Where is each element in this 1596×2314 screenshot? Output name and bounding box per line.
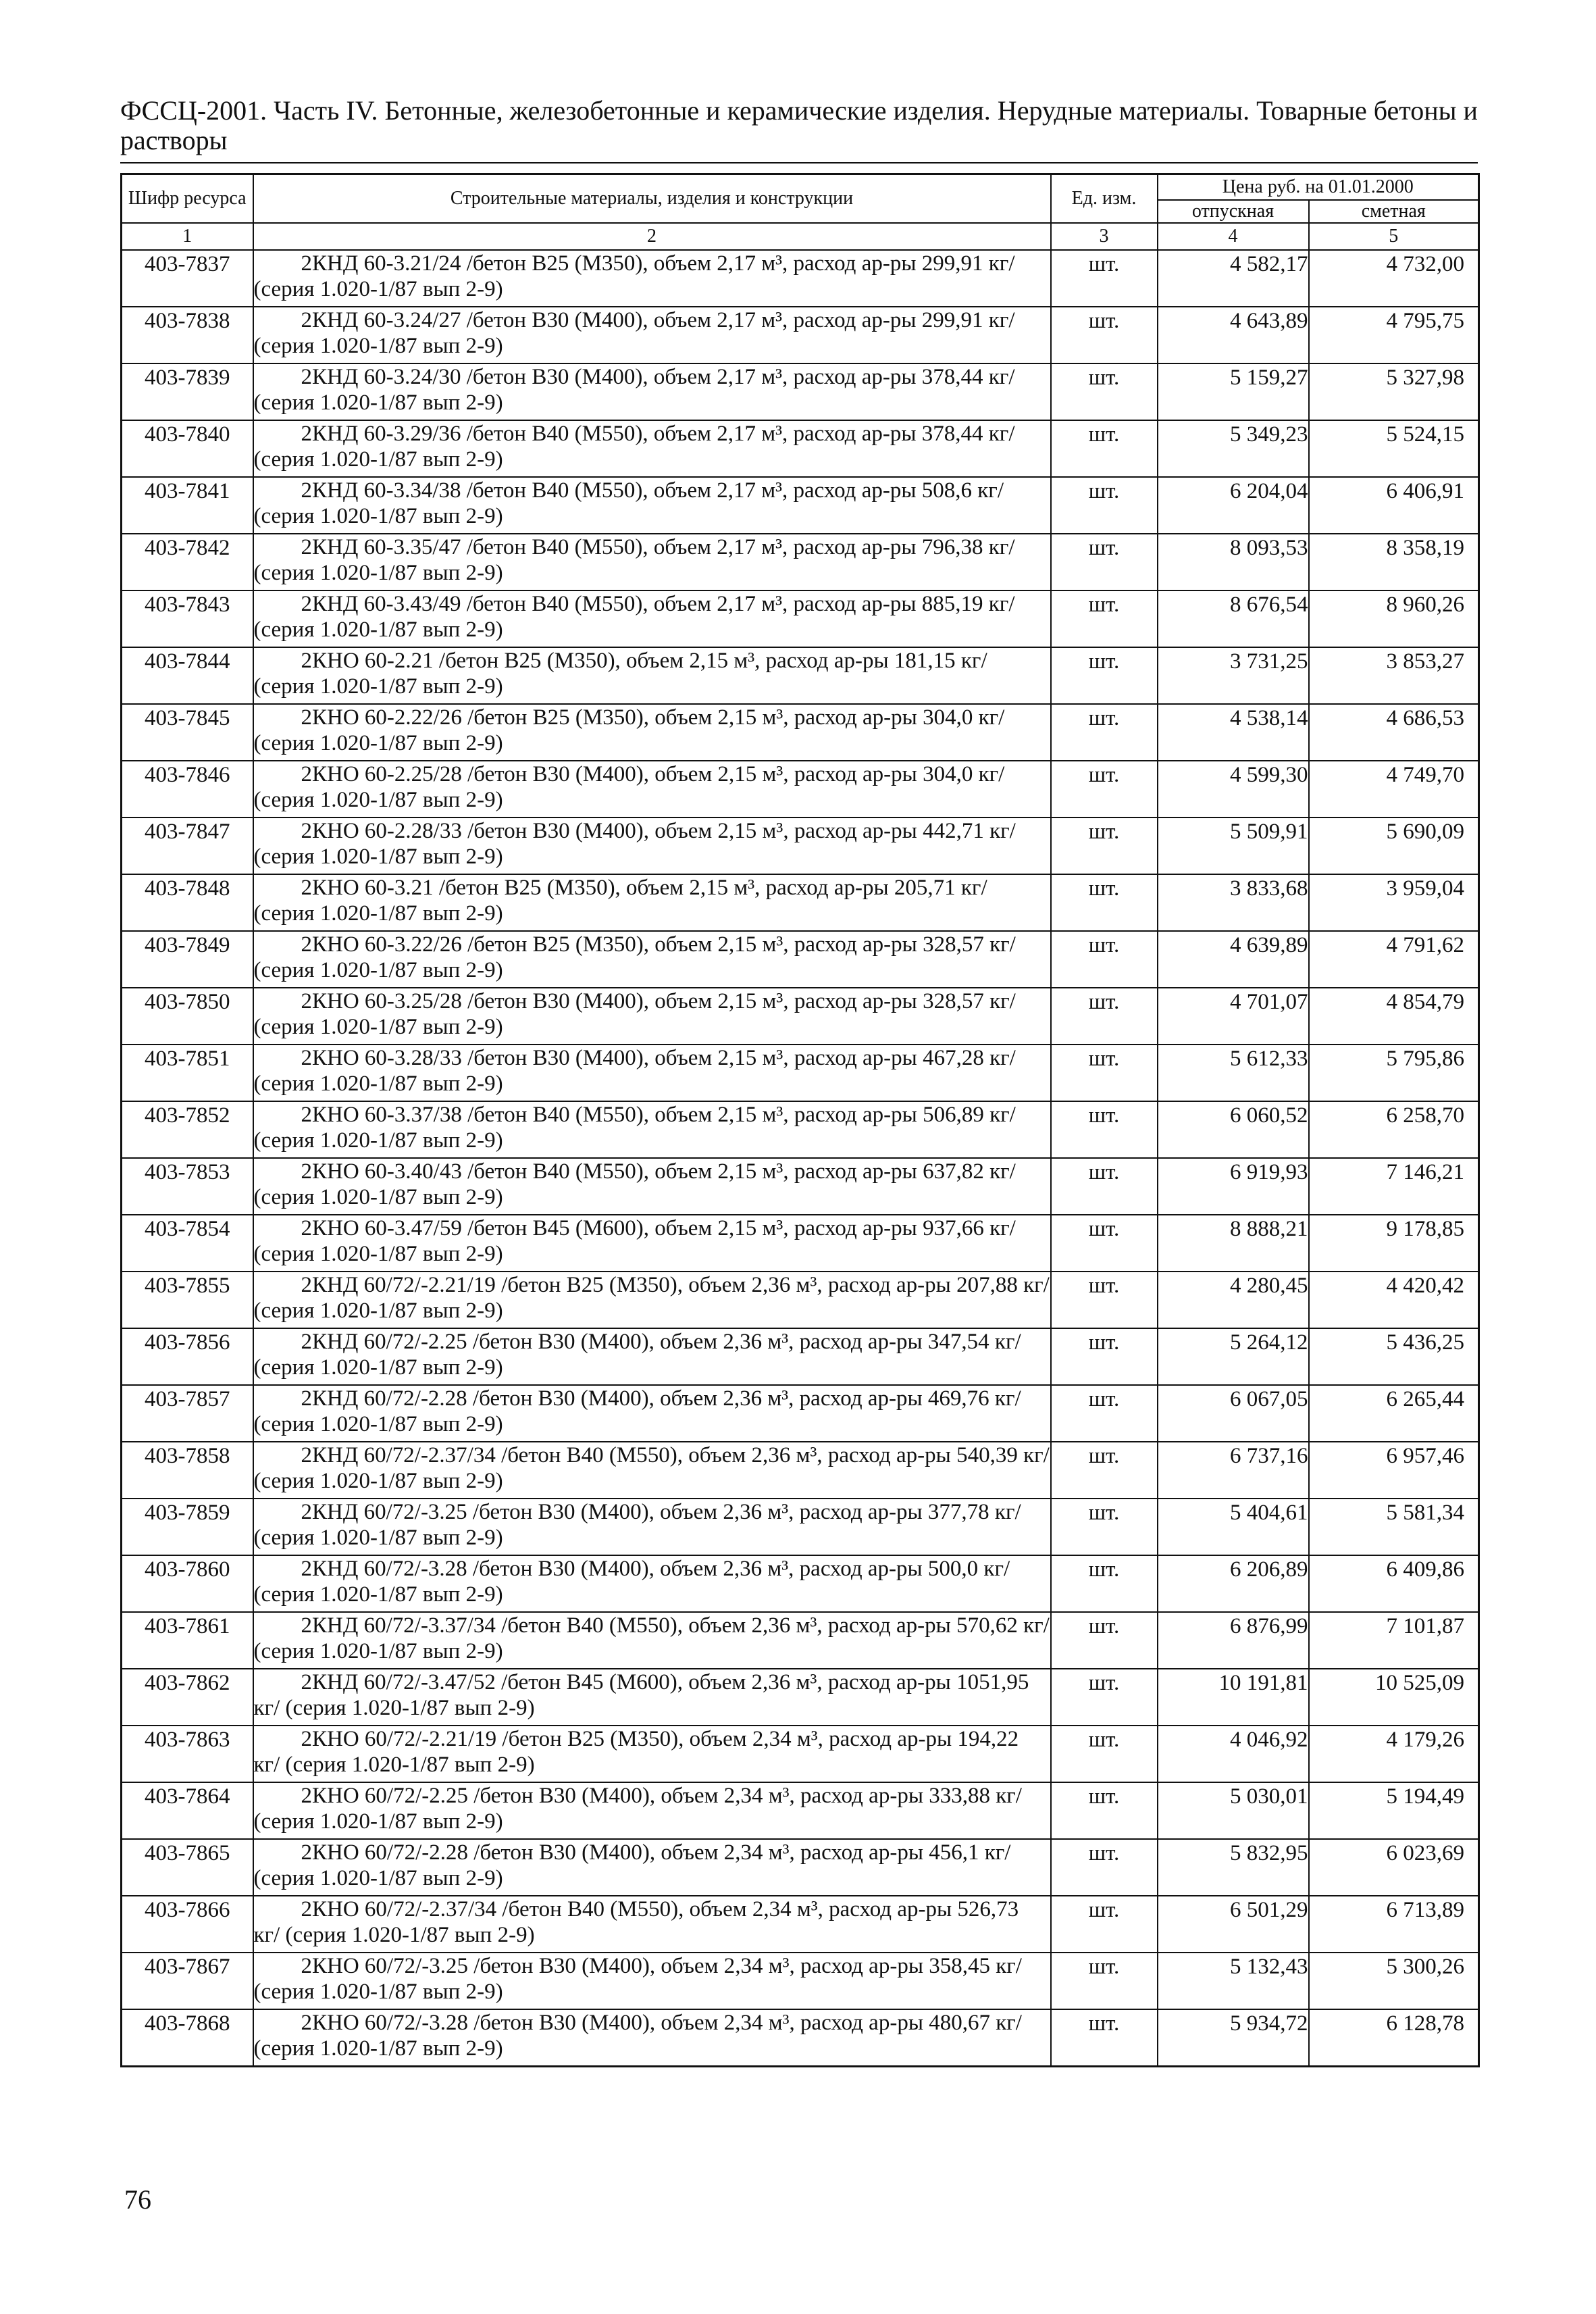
resource-name-cell: 2КНО 60-3.37/38 /бетон В40 (М550), объем 2,15 м³, расход ар-ры 506,89 кг/ (серия 1.020-1/87 вып 2-9) bbox=[253, 1101, 1051, 1158]
estimate-price-cell: 5 795,86 bbox=[1309, 1045, 1479, 1101]
resource-name-cell: 2КНД 60/72/-3.28 /бетон В30 (М400), объем 2,36 м³, расход ар-ры 500,0 кг/ (серия 1.020-1/87 вып 2-9) bbox=[253, 1555, 1051, 1612]
resource-code-cell: 403-7851 bbox=[122, 1045, 253, 1101]
release-price-cell: 4 280,45 bbox=[1158, 1272, 1309, 1328]
estimate-price-cell: 6 713,89 bbox=[1309, 1896, 1479, 1953]
page-header: ФССЦ-2001. Часть IV. Бетонные, железобетонные и керамические изделия. Нерудные материалы. Товарные бетоны и растворы bbox=[120, 95, 1478, 155]
unit-cell: шт. bbox=[1051, 1328, 1158, 1385]
table-row bbox=[122, 1612, 1479, 1669]
table-row bbox=[122, 1215, 1479, 1272]
resource-name-cell: 2КНО 60-2.21 /бетон В25 (М350), объем 2,15 м³, расход ар-ры 181,15 кг/ (серия 1.020-1/87 вып 2-9) bbox=[253, 647, 1051, 704]
resource-name-cell: 2КНО 60/72/-2.28 /бетон В30 (М400), объем 2,34 м³, расход ар-ры 456,1 кг/ (серия 1.020-1/87 вып 2-9) bbox=[253, 1839, 1051, 1896]
release-price-cell: 6 060,52 bbox=[1158, 1101, 1309, 1158]
resource-code-cell: 403-7847 bbox=[122, 818, 253, 874]
table-row bbox=[122, 363, 1479, 420]
table-row bbox=[122, 1839, 1479, 1896]
estimate-price-cell: 7 101,87 bbox=[1309, 1612, 1479, 1669]
resource-name-cell: 2КНД 60-3.34/38 /бетон В40 (М550), объем 2,17 м³, расход ар-ры 508,6 кг/ (серия 1.020-1/87 вып 2-9) bbox=[253, 477, 1051, 534]
col-header-release: отпускная bbox=[1158, 200, 1309, 223]
release-price-cell: 6 067,05 bbox=[1158, 1385, 1309, 1442]
estimate-price-cell: 4 686,53 bbox=[1309, 704, 1479, 761]
release-price-cell: 5 509,91 bbox=[1158, 818, 1309, 874]
unit-cell: шт. bbox=[1051, 931, 1158, 988]
unit-cell: шт. bbox=[1051, 1442, 1158, 1499]
table-row bbox=[122, 1442, 1479, 1499]
unit-cell: шт. bbox=[1051, 477, 1158, 534]
unit-cell: шт. bbox=[1051, 1726, 1158, 1782]
estimate-price-cell: 5 690,09 bbox=[1309, 818, 1479, 874]
table-row bbox=[122, 1158, 1479, 1215]
table-row bbox=[122, 1555, 1479, 1612]
estimate-price-cell: 6 406,91 bbox=[1309, 477, 1479, 534]
col-number-5: 5 bbox=[1309, 223, 1479, 250]
estimate-price-cell: 4 795,75 bbox=[1309, 307, 1479, 363]
resource-code-cell: 403-7845 bbox=[122, 704, 253, 761]
table-row bbox=[122, 761, 1479, 818]
unit-cell: шт. bbox=[1051, 250, 1158, 307]
resource-code-cell: 403-7842 bbox=[122, 534, 253, 590]
resource-name-cell: 2КНО 60-2.25/28 /бетон В30 (М400), объем 2,15 м³, расход ар-ры 304,0 кг/ (серия 1.020-1/87 вып 2-9) bbox=[253, 761, 1051, 818]
resource-name-cell: 2КНО 60-2.22/26 /бетон В25 (М350), объем 2,15 м³, расход ар-ры 304,0 кг/ (серия 1.020-1/87 вып 2-9) bbox=[253, 704, 1051, 761]
unit-cell: шт. bbox=[1051, 988, 1158, 1045]
release-price-cell: 5 349,23 bbox=[1158, 420, 1309, 477]
unit-cell: шт. bbox=[1051, 1669, 1158, 1726]
col-number-2: 2 bbox=[253, 223, 1051, 250]
resource-code-cell: 403-7841 bbox=[122, 477, 253, 534]
resource-name-cell: 2КНД 60/72/-2.37/34 /бетон В40 (М550), объем 2,36 м³, расход ар-ры 540,39 кг/ (серия 1.020-1/87 вып 2-9) bbox=[253, 1442, 1051, 1499]
unit-cell: шт. bbox=[1051, 818, 1158, 874]
release-price-cell: 5 030,01 bbox=[1158, 1782, 1309, 1839]
resource-code-cell: 403-7860 bbox=[122, 1555, 253, 1612]
resource-code-cell: 403-7849 bbox=[122, 931, 253, 988]
unit-cell: шт. bbox=[1051, 1272, 1158, 1328]
table-row bbox=[122, 534, 1479, 590]
unit-cell: шт. bbox=[1051, 1612, 1158, 1669]
estimate-price-cell: 8 358,19 bbox=[1309, 534, 1479, 590]
unit-cell: шт. bbox=[1051, 2009, 1158, 2066]
resource-code-cell: 403-7846 bbox=[122, 761, 253, 818]
release-price-cell: 8 888,21 bbox=[1158, 1215, 1309, 1272]
resource-code-cell: 403-7866 bbox=[122, 1896, 253, 1953]
release-price-cell: 6 204,04 bbox=[1158, 477, 1309, 534]
estimate-price-cell: 6 128,78 bbox=[1309, 2009, 1479, 2066]
release-price-cell: 5 934,72 bbox=[1158, 2009, 1309, 2066]
resource-name-cell: 2КНО 60-2.28/33 /бетон В30 (М400), объем 2,15 м³, расход ар-ры 442,71 кг/ (серия 1.020-1/87 вып 2-9) bbox=[253, 818, 1051, 874]
resource-name-cell: 2КНО 60-3.22/26 /бетон В25 (М350), объем 2,15 м³, расход ар-ры 328,57 кг/ (серия 1.020-1/87 вып 2-9) bbox=[253, 931, 1051, 988]
table-row bbox=[122, 1101, 1479, 1158]
table-row bbox=[122, 250, 1479, 307]
estimate-price-cell: 4 179,26 bbox=[1309, 1726, 1479, 1782]
release-price-cell: 4 046,92 bbox=[1158, 1726, 1309, 1782]
col-header-code: Шифр ресурса bbox=[122, 174, 253, 224]
resource-name-cell: 2КНД 60/72/-2.25 /бетон В30 (М400), объем 2,36 м³, расход ар-ры 347,54 кг/ (серия 1.020-1/87 вып 2-9) bbox=[253, 1328, 1051, 1385]
resource-name-cell: 2КНД 60-3.35/47 /бетон В40 (М550), объем 2,17 м³, расход ар-ры 796,38 кг/ (серия 1.020-1/87 вып 2-9) bbox=[253, 534, 1051, 590]
resource-code-cell: 403-7840 bbox=[122, 420, 253, 477]
table-row bbox=[122, 818, 1479, 874]
unit-cell: шт. bbox=[1051, 1896, 1158, 1953]
table-row bbox=[122, 1896, 1479, 1953]
unit-cell: шт. bbox=[1051, 307, 1158, 363]
unit-cell: шт. bbox=[1051, 420, 1158, 477]
table-row bbox=[122, 307, 1479, 363]
unit-cell: шт. bbox=[1051, 761, 1158, 818]
estimate-price-cell: 4 749,70 bbox=[1309, 761, 1479, 818]
release-price-cell: 6 919,93 bbox=[1158, 1158, 1309, 1215]
estimate-price-cell: 8 960,26 bbox=[1309, 590, 1479, 647]
table-row bbox=[122, 1726, 1479, 1782]
estimate-price-cell: 6 023,69 bbox=[1309, 1839, 1479, 1896]
table-row bbox=[122, 1499, 1479, 1555]
table-row bbox=[122, 1669, 1479, 1726]
estimate-price-cell: 5 327,98 bbox=[1309, 363, 1479, 420]
resource-code-cell: 403-7858 bbox=[122, 1442, 253, 1499]
resource-name-cell: 2КНД 60/72/-2.21/19 /бетон В25 (М350), объем 2,36 м³, расход ар-ры 207,88 кг/ (серия 1.020-1/87 вып 2-9) bbox=[253, 1272, 1051, 1328]
page-number: 76 bbox=[124, 2184, 151, 2215]
release-price-cell: 3 731,25 bbox=[1158, 647, 1309, 704]
resource-code-cell: 403-7857 bbox=[122, 1385, 253, 1442]
resource-name-cell: 2КНО 60/72/-3.25 /бетон В30 (М400), объем 2,34 м³, расход ар-ры 358,45 кг/ (серия 1.020-1/87 вып 2-9) bbox=[253, 1953, 1051, 2009]
unit-cell: шт. bbox=[1051, 1953, 1158, 2009]
unit-cell: шт. bbox=[1051, 1045, 1158, 1101]
resource-name-cell: 2КНО 60-3.47/59 /бетон В45 (М600), объем 2,15 м³, расход ар-ры 937,66 кг/ (серия 1.020-1/87 вып 2-9) bbox=[253, 1215, 1051, 1272]
release-price-cell: 5 132,43 bbox=[1158, 1953, 1309, 2009]
release-price-cell: 4 538,14 bbox=[1158, 704, 1309, 761]
release-price-cell: 6 876,99 bbox=[1158, 1612, 1309, 1669]
table-row bbox=[122, 988, 1479, 1045]
estimate-price-cell: 4 791,62 bbox=[1309, 931, 1479, 988]
resource-code-cell: 403-7848 bbox=[122, 874, 253, 931]
resource-code-cell: 403-7865 bbox=[122, 1839, 253, 1896]
resource-code-cell: 403-7838 bbox=[122, 307, 253, 363]
unit-cell: шт. bbox=[1051, 1215, 1158, 1272]
col-header-unit: Ед. изм. bbox=[1051, 174, 1158, 224]
release-price-cell: 4 701,07 bbox=[1158, 988, 1309, 1045]
estimate-price-cell: 4 732,00 bbox=[1309, 250, 1479, 307]
resource-code-cell: 403-7837 bbox=[122, 250, 253, 307]
resource-code-cell: 403-7856 bbox=[122, 1328, 253, 1385]
unit-cell: шт. bbox=[1051, 874, 1158, 931]
table-row bbox=[122, 1045, 1479, 1101]
release-price-cell: 5 832,95 bbox=[1158, 1839, 1309, 1896]
unit-cell: шт. bbox=[1051, 1385, 1158, 1442]
resource-code-cell: 403-7854 bbox=[122, 1215, 253, 1272]
release-price-cell: 6 206,89 bbox=[1158, 1555, 1309, 1612]
estimate-price-cell: 3 853,27 bbox=[1309, 647, 1479, 704]
resource-name-cell: 2КНО 60-3.21 /бетон В25 (М350), объем 2,15 м³, расход ар-ры 205,71 кг/ (серия 1.020-1/87 вып 2-9) bbox=[253, 874, 1051, 931]
resource-name-cell: 2КНО 60/72/-2.21/19 /бетон В25 (М350), объем 2,34 м³, расход ар-ры 194,22 кг/ (серия 1.020-1/87 вып 2-9) bbox=[253, 1726, 1051, 1782]
release-price-cell: 4 582,17 bbox=[1158, 250, 1309, 307]
release-price-cell: 8 093,53 bbox=[1158, 534, 1309, 590]
table-row bbox=[122, 2009, 1479, 2066]
resource-code-cell: 403-7855 bbox=[122, 1272, 253, 1328]
resource-code-cell: 403-7843 bbox=[122, 590, 253, 647]
col-header-estimate: сметная bbox=[1309, 200, 1479, 223]
col-number-3: 3 bbox=[1051, 223, 1158, 250]
estimate-price-cell: 5 300,26 bbox=[1309, 1953, 1479, 2009]
release-price-cell: 3 833,68 bbox=[1158, 874, 1309, 931]
release-price-cell: 6 737,16 bbox=[1158, 1442, 1309, 1499]
table-row bbox=[122, 1782, 1479, 1839]
resource-name-cell: 2КНД 60-3.24/27 /бетон В30 (М400), объем 2,17 м³, расход ар-ры 299,91 кг/ (серия 1.020-1/87 вып 2-9) bbox=[253, 307, 1051, 363]
resource-name-cell: 2КНО 60-3.28/33 /бетон В30 (М400), объем 2,15 м³, расход ар-ры 467,28 кг/ (серия 1.020-1/87 вып 2-9) bbox=[253, 1045, 1051, 1101]
resource-code-cell: 403-7868 bbox=[122, 2009, 253, 2066]
estimate-price-cell: 5 194,49 bbox=[1309, 1782, 1479, 1839]
resource-code-cell: 403-7852 bbox=[122, 1101, 253, 1158]
table-row bbox=[122, 874, 1479, 931]
unit-cell: шт. bbox=[1051, 1101, 1158, 1158]
resource-code-cell: 403-7839 bbox=[122, 363, 253, 420]
estimate-price-cell: 5 581,34 bbox=[1309, 1499, 1479, 1555]
table-row bbox=[122, 647, 1479, 704]
resource-name-cell: 2КНД 60/72/-2.28 /бетон В30 (М400), объем 2,36 м³, расход ар-ры 469,76 кг/ (серия 1.020-1/87 вып 2-9) bbox=[253, 1385, 1051, 1442]
estimate-price-cell: 3 959,04 bbox=[1309, 874, 1479, 931]
unit-cell: шт. bbox=[1051, 1839, 1158, 1896]
release-price-cell: 5 159,27 bbox=[1158, 363, 1309, 420]
resource-code-cell: 403-7853 bbox=[122, 1158, 253, 1215]
table-row bbox=[122, 1385, 1479, 1442]
release-price-cell: 8 676,54 bbox=[1158, 590, 1309, 647]
resource-name-cell: 2КНД 60/72/-3.25 /бетон В30 (М400), объем 2,36 м³, расход ар-ры 377,78 кг/ (серия 1.020-1/87 вып 2-9) bbox=[253, 1499, 1051, 1555]
resource-code-cell: 403-7863 bbox=[122, 1726, 253, 1782]
table-body bbox=[122, 250, 1479, 2066]
resource-code-cell: 403-7859 bbox=[122, 1499, 253, 1555]
resource-name-cell: 2КНД 60-3.43/49 /бетон В40 (М550), объем 2,17 м³, расход ар-ры 885,19 кг/ (серия 1.020-1/87 вып 2-9) bbox=[253, 590, 1051, 647]
resource-code-cell: 403-7867 bbox=[122, 1953, 253, 2009]
resource-name-cell: 2КНД 60/72/-3.47/52 /бетон В45 (М600), объем 2,36 м³, расход ар-ры 1051,95 кг/ (серия 1.020-1/87 вып 2-9) bbox=[253, 1669, 1051, 1726]
table-row bbox=[122, 1328, 1479, 1385]
release-price-cell: 10 191,81 bbox=[1158, 1669, 1309, 1726]
resource-name-cell: 2КНО 60/72/-2.25 /бетон В30 (М400), объем 2,34 м³, расход ар-ры 333,88 кг/ (серия 1.020-1/87 вып 2-9) bbox=[253, 1782, 1051, 1839]
unit-cell: шт. bbox=[1051, 647, 1158, 704]
release-price-cell: 6 501,29 bbox=[1158, 1896, 1309, 1953]
table-row bbox=[122, 704, 1479, 761]
resource-price-table bbox=[120, 173, 1480, 2067]
resource-name-cell: 2КНД 60-3.24/30 /бетон В30 (М400), объем 2,17 м³, расход ар-ры 378,44 кг/ (серия 1.020-1/87 вып 2-9) bbox=[253, 363, 1051, 420]
estimate-price-cell: 5 524,15 bbox=[1309, 420, 1479, 477]
resource-code-cell: 403-7862 bbox=[122, 1669, 253, 1726]
estimate-price-cell: 6 265,44 bbox=[1309, 1385, 1479, 1442]
estimate-price-cell: 4 420,42 bbox=[1309, 1272, 1479, 1328]
unit-cell: шт. bbox=[1051, 1499, 1158, 1555]
estimate-price-cell: 6 957,46 bbox=[1309, 1442, 1479, 1499]
table-row bbox=[122, 420, 1479, 477]
resource-name-cell: 2КНО 60-3.40/43 /бетон В40 (М550), объем 2,15 м³, расход ар-ры 637,82 кг/ (серия 1.020-1/87 вып 2-9) bbox=[253, 1158, 1051, 1215]
estimate-price-cell: 6 258,70 bbox=[1309, 1101, 1479, 1158]
table-row bbox=[122, 590, 1479, 647]
estimate-price-cell: 5 436,25 bbox=[1309, 1328, 1479, 1385]
resource-code-cell: 403-7850 bbox=[122, 988, 253, 1045]
resource-name-cell: 2КНО 60/72/-2.37/34 /бетон В40 (М550), объем 2,34 м³, расход ар-ры 526,73 кг/ (серия 1.020-1/87 вып 2-9) bbox=[253, 1896, 1051, 1953]
unit-cell: шт. bbox=[1051, 363, 1158, 420]
resource-name-cell: 2КНО 60-3.25/28 /бетон В30 (М400), объем 2,15 м³, расход ар-ры 328,57 кг/ (серия 1.020-1/87 вып 2-9) bbox=[253, 988, 1051, 1045]
unit-cell: шт. bbox=[1051, 1555, 1158, 1612]
estimate-price-cell: 9 178,85 bbox=[1309, 1215, 1479, 1272]
col-header-name: Строительные материалы, изделия и конструкции bbox=[253, 174, 1051, 224]
unit-cell: шт. bbox=[1051, 1782, 1158, 1839]
unit-cell: шт. bbox=[1051, 704, 1158, 761]
estimate-price-cell: 4 854,79 bbox=[1309, 988, 1479, 1045]
table-row bbox=[122, 931, 1479, 988]
release-price-cell: 5 404,61 bbox=[1158, 1499, 1309, 1555]
resource-name-cell: 2КНО 60/72/-3.28 /бетон В30 (М400), объем 2,34 м³, расход ар-ры 480,67 кг/ (серия 1.020-1/87 вып 2-9) bbox=[253, 2009, 1051, 2066]
resource-name-cell: 2КНД 60-3.29/36 /бетон В40 (М550), объем 2,17 м³, расход ар-ры 378,44 кг/ (серия 1.020-1/87 вып 2-9) bbox=[253, 420, 1051, 477]
estimate-price-cell: 7 146,21 bbox=[1309, 1158, 1479, 1215]
release-price-cell: 5 264,12 bbox=[1158, 1328, 1309, 1385]
estimate-price-cell: 6 409,86 bbox=[1309, 1555, 1479, 1612]
table-row bbox=[122, 1272, 1479, 1328]
release-price-cell: 5 612,33 bbox=[1158, 1045, 1309, 1101]
unit-cell: шт. bbox=[1051, 590, 1158, 647]
resource-code-cell: 403-7864 bbox=[122, 1782, 253, 1839]
col-number-4: 4 bbox=[1158, 223, 1309, 250]
estimate-price-cell: 10 525,09 bbox=[1309, 1669, 1479, 1726]
unit-cell: шт. bbox=[1051, 534, 1158, 590]
col-number-1: 1 bbox=[122, 223, 253, 250]
resource-name-cell: 2КНД 60/72/-3.37/34 /бетон В40 (М550), объем 2,36 м³, расход ар-ры 570,62 кг/ (серия 1.020-1/87 вып 2-9) bbox=[253, 1612, 1051, 1669]
resource-name-cell: 2КНД 60-3.21/24 /бетон В25 (М350), объем 2,17 м³, расход ар-ры 299,91 кг/ (серия 1.020-1/87 вып 2-9) bbox=[253, 250, 1051, 307]
unit-cell: шт. bbox=[1051, 1158, 1158, 1215]
release-price-cell: 4 599,30 bbox=[1158, 761, 1309, 818]
table-row bbox=[122, 477, 1479, 534]
resource-code-cell: 403-7844 bbox=[122, 647, 253, 704]
release-price-cell: 4 639,89 bbox=[1158, 931, 1309, 988]
resource-code-cell: 403-7861 bbox=[122, 1612, 253, 1669]
col-header-price: Цена руб. на 01.01.2000 bbox=[1158, 174, 1479, 201]
table-row bbox=[122, 1953, 1479, 2009]
release-price-cell: 4 643,89 bbox=[1158, 307, 1309, 363]
header-rule bbox=[120, 162, 1478, 164]
